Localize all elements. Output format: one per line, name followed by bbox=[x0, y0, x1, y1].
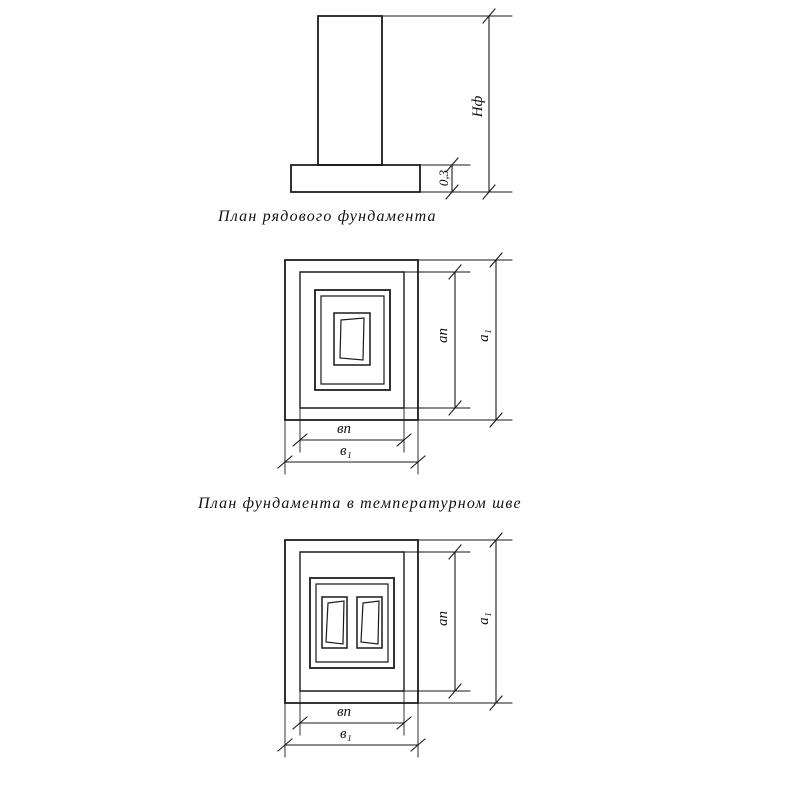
figure-3-plan bbox=[285, 540, 418, 703]
dimension-label-0-3: 0,3 bbox=[436, 169, 452, 187]
dimension-line-bn-fig3 bbox=[293, 717, 411, 729]
dimension-label-bn-fig3: вп bbox=[337, 704, 352, 720]
dimension-label-an-fig2: ап bbox=[435, 328, 451, 343]
dimension-label-b1-fig3: в₁ bbox=[340, 726, 352, 742]
figure-1-caption: План рядового фундамента bbox=[218, 208, 437, 225]
dimension-label-b1-fig2: в₁ bbox=[340, 443, 352, 459]
dimension-label-a1-fig2: а₁ bbox=[475, 329, 492, 342]
figure-2-plan bbox=[285, 260, 418, 420]
dimension-label-an-fig3: ап bbox=[435, 611, 451, 626]
dimension-label-a1-fig3: а₁ bbox=[475, 612, 492, 625]
figure-2-extension-lines bbox=[285, 260, 512, 474]
dimension-label-bn-fig2: вп bbox=[337, 421, 352, 437]
figure-2-caption: План фундамента в температурном шве bbox=[198, 495, 522, 512]
dimension-line-bn-fig2 bbox=[293, 434, 411, 446]
dimension-label-Hf: Нф bbox=[470, 95, 487, 118]
figure-1-elevation bbox=[291, 16, 420, 192]
figure-3-extension-lines bbox=[285, 540, 512, 757]
